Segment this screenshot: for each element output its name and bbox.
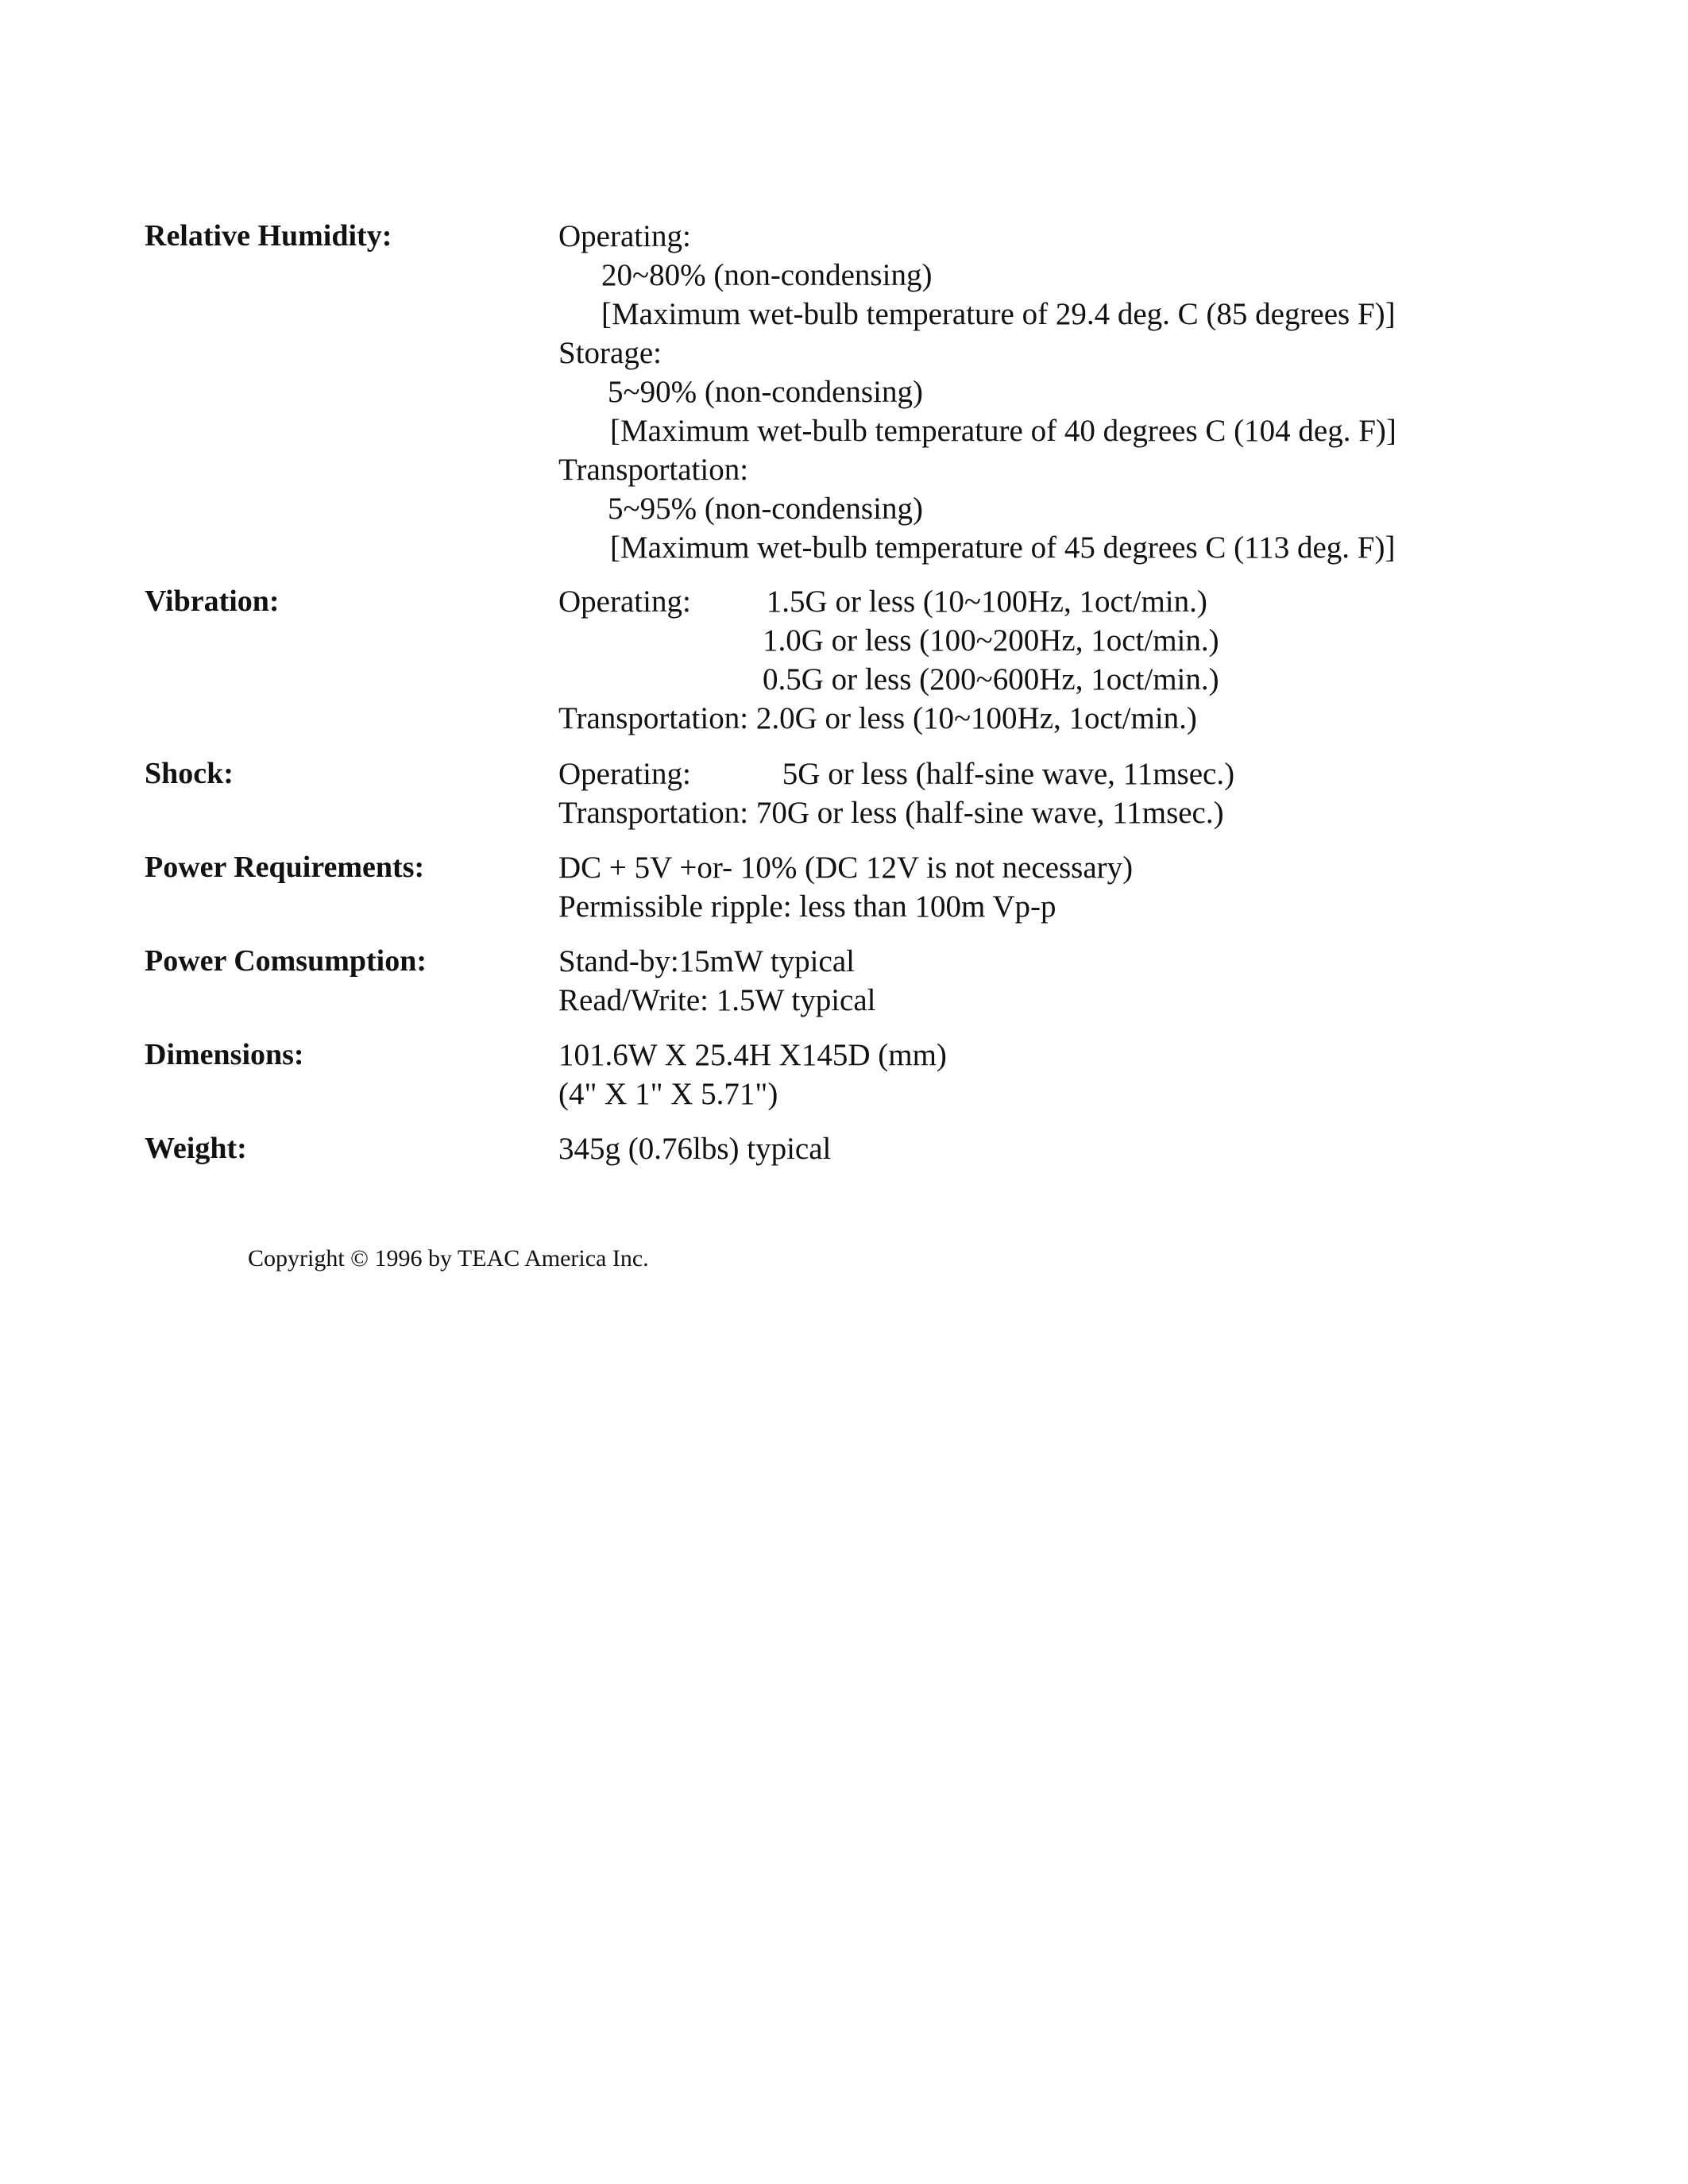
spec-values	[558, 217, 1591, 567]
spec-label: Power Requirements:	[145, 851, 425, 884]
humidity-storage-range: 5~90% (non-condensing)	[608, 375, 923, 409]
humidity-operating-heading: Operating:	[558, 219, 691, 253]
power-cons-line-1: Stand-by:15mW typical	[558, 944, 855, 978]
shock-operating-heading: Operating:	[558, 757, 691, 791]
humidity-transportation-wetbulb: [Maximum wet-bulb temperature of 45 degrees C (113 deg. F)]	[610, 531, 1396, 565]
spec-label: Weight:	[145, 1132, 247, 1165]
spec-label: Dimensions:	[145, 1038, 304, 1071]
shock-operating-value: 5G or less (half-sine wave, 11msec.)	[782, 757, 1235, 791]
spec-values	[558, 1036, 1591, 1113]
shock-operating-line	[558, 754, 1591, 793]
spec-values	[558, 754, 1591, 832]
weight-line-1: 345g (0.76lbs) typical	[558, 1132, 832, 1166]
vibration-transportation: Transportation: 2.0G or less (10~100Hz, 1oct/min.)	[558, 701, 1197, 735]
humidity-operating-range: 20~80% (non-condensing)	[601, 258, 933, 292]
dimensions-line-1: 101.6W X 25.4H X145D (mm)	[558, 1038, 947, 1072]
shock-transportation: Transportation: 70G or less (half-sine wave, 11msec.)	[558, 796, 1224, 830]
spec-label: Vibration:	[145, 585, 280, 618]
vibration-operating-value-3: 0.5G or less (200~600Hz, 1oct/min.)	[763, 662, 1219, 696]
copyright-notice: Copyright © 1996 by TEAC America Inc.	[248, 1245, 649, 1271]
humidity-storage-heading: Storage:	[558, 336, 662, 370]
vibration-operating-value-1: 1.5G or less (10~100Hz, 1oct/min.)	[766, 585, 1207, 619]
humidity-operating-wetbulb: [Maximum wet-bulb temperature of 29.4 deg. C (85 degrees F)]	[601, 297, 1396, 331]
spec-label: Power Comsumption:	[145, 944, 427, 978]
vibration-operating-value-2: 1.0G or less (100~200Hz, 1oct/min.)	[763, 623, 1219, 658]
spec-label: Relative Humidity:	[145, 219, 392, 253]
power-req-line-2: Permissible ripple: less than 100m Vp-p	[558, 889, 1056, 924]
spec-label: Shock:	[145, 757, 234, 790]
spec-values	[558, 582, 1591, 738]
humidity-transportation-range: 5~95% (non-condensing)	[608, 492, 923, 526]
power-cons-line-2: Read/Write: 1.5W typical	[558, 983, 876, 1017]
humidity-storage-wetbulb: [Maximum wet-bulb temperature of 40 degrees C (104 deg. F)]	[610, 414, 1396, 448]
vibration-operating-line	[558, 582, 1591, 621]
spec-values	[558, 848, 1591, 926]
humidity-transportation-heading: Transportation:	[558, 453, 749, 487]
spec-values	[558, 1129, 1591, 1168]
dimensions-line-2: (4" X 1" X 5.71")	[558, 1077, 778, 1111]
spec-values	[558, 942, 1591, 1020]
power-req-line-1: DC + 5V +or- 10% (DC 12V is not necessary)	[558, 851, 1134, 885]
vibration-operating-heading: Operating:	[558, 585, 691, 619]
